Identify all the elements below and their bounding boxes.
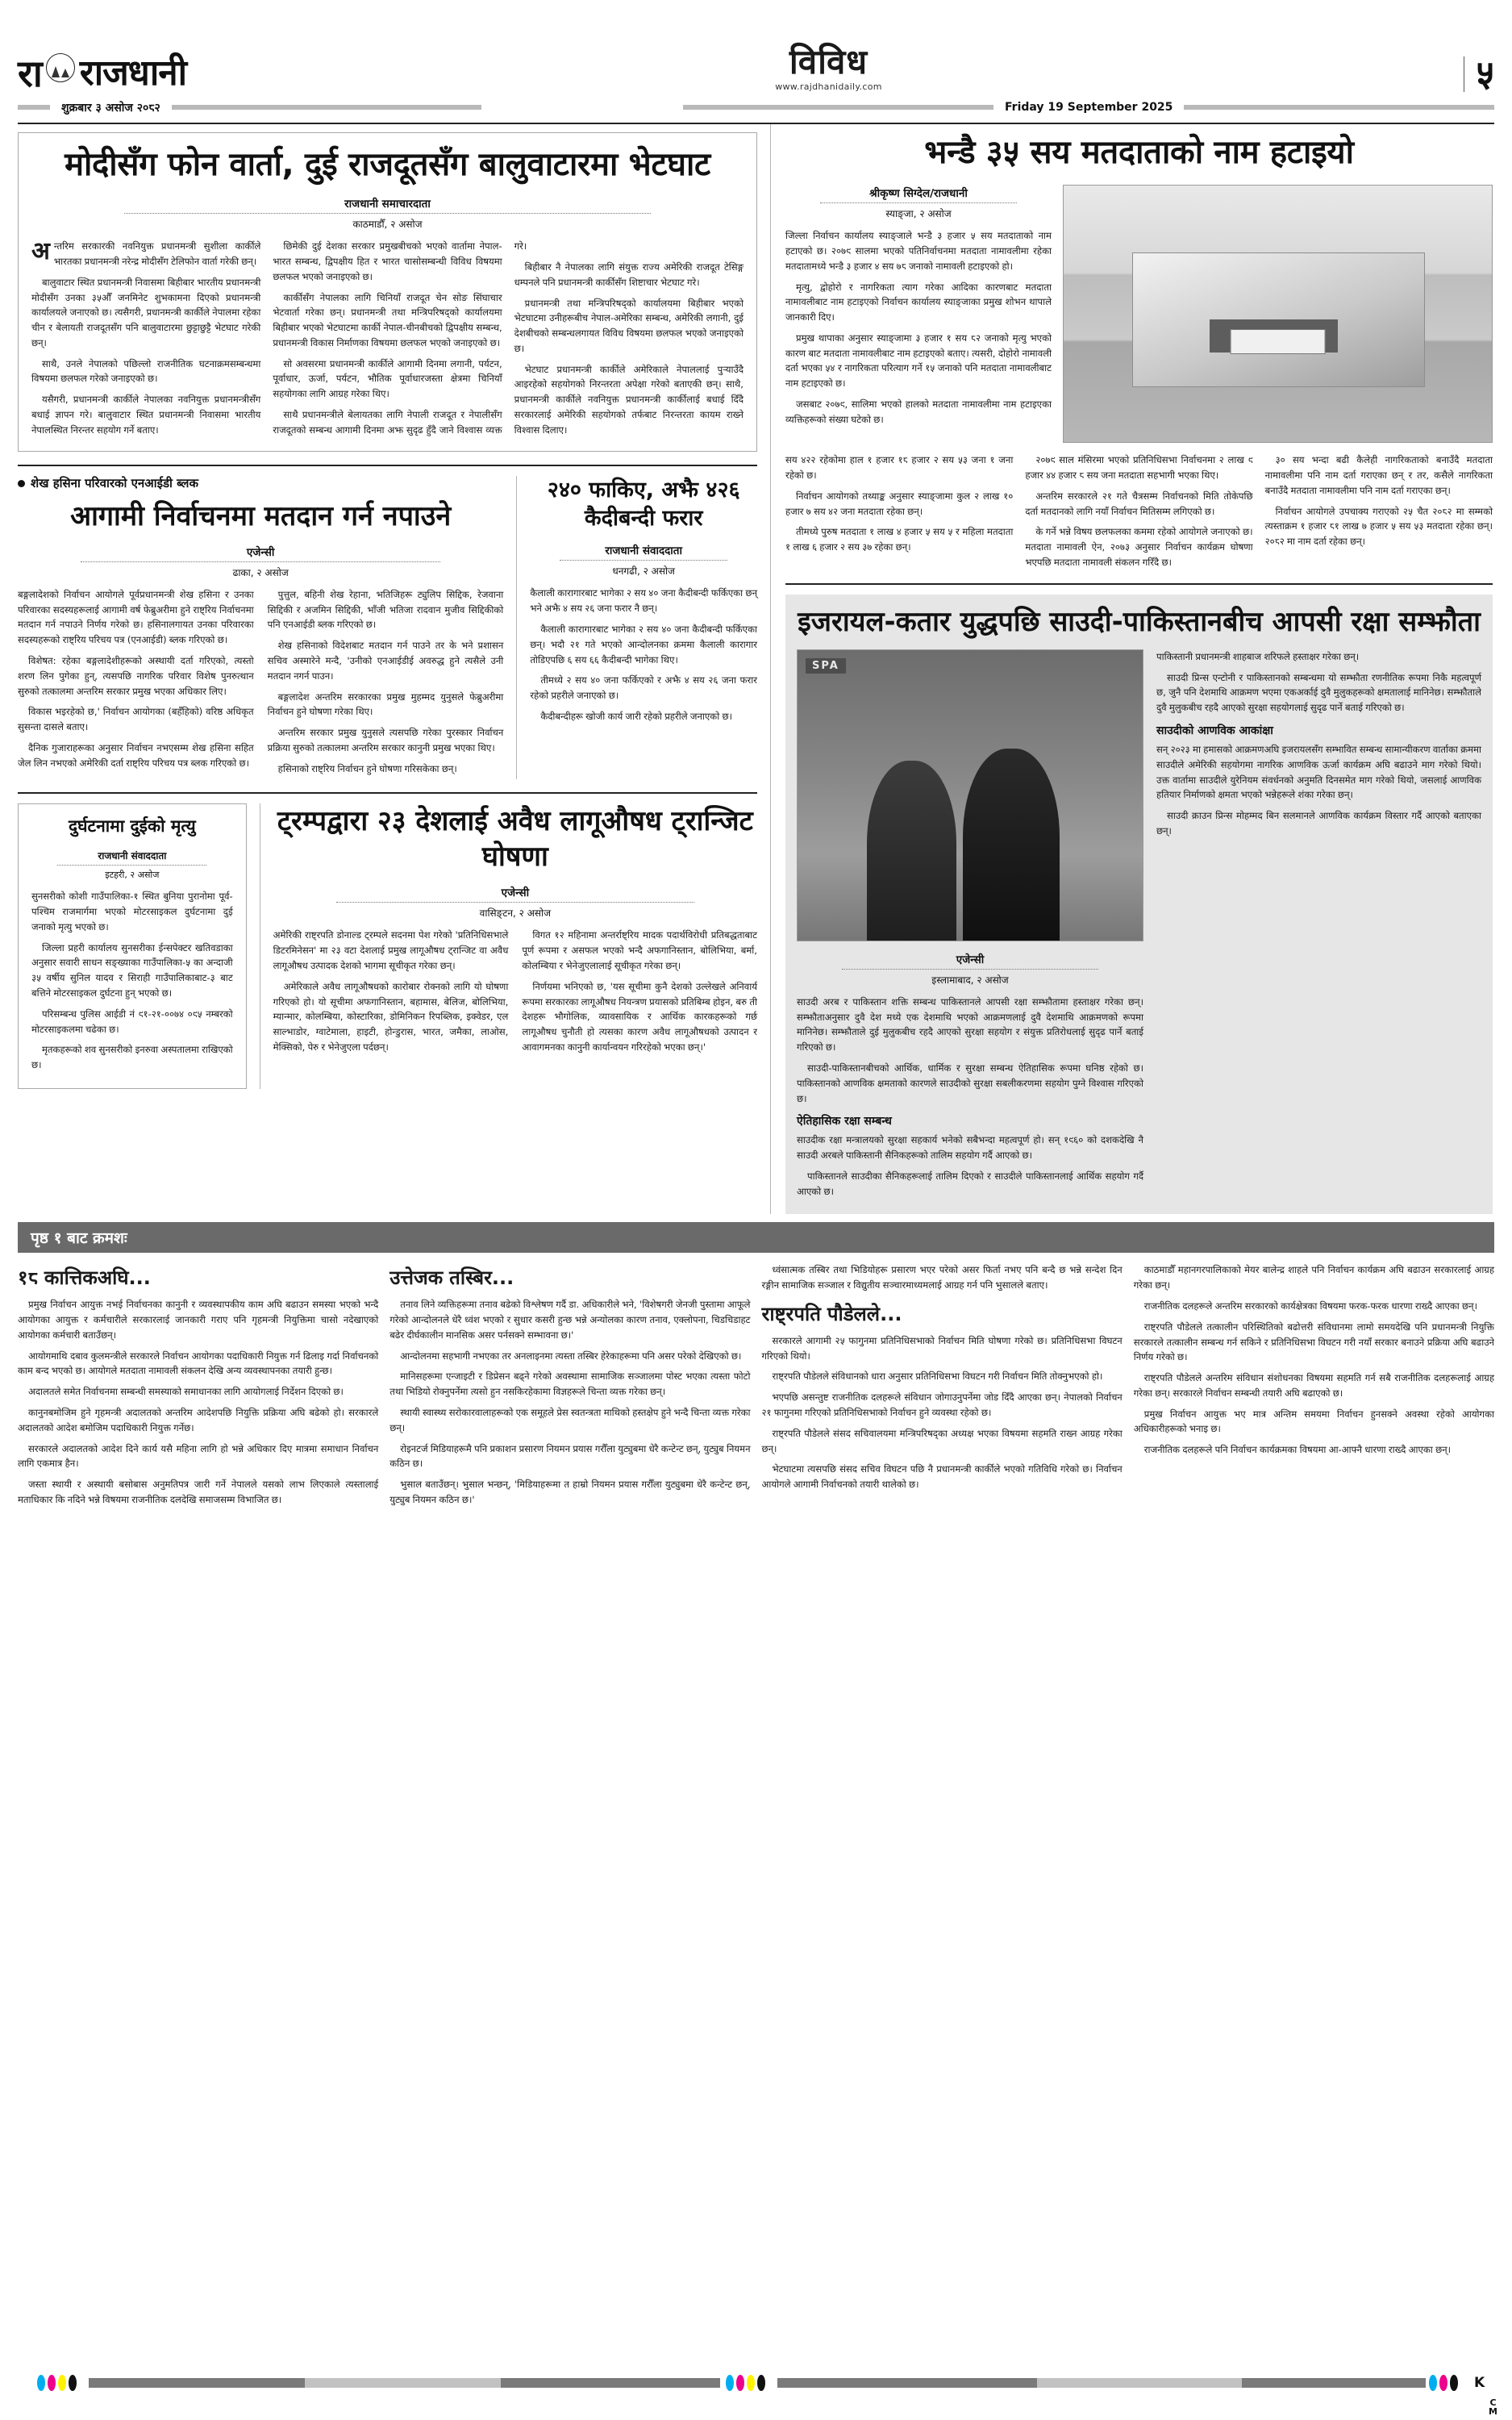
black-dot-icon xyxy=(69,2375,77,2391)
cmyk-letter-stack xyxy=(1489,2398,1497,2417)
paragraph: राष्ट्रपति पौडेलले अन्तरिम संविधान संशोधनका विषयमा सहमति गर्न सबै राजनीतिक दलहरूलाई आग्रह गरेका छन्। सरकारले निर्वाचन सम्बन्धी तयारी अघि बढाएको छ। xyxy=(1133,1372,1494,1399)
paragraph: तनाव लिने व्यक्तिहरूमा तनाव बढेको विश्लेषण गर्दै डा. अधिकारीले भने, 'विशेषगरी जेनजी पुस्तामा आफूले गरेको आन्दोलनले धेरै ध्वंश भएको र सुधार कसरी हुन्छ भन्ने अन्योलका कारण तनाव, एक्लोपना, चिडचिडाहट बढेर दीर्घकालीन मानसिक असर पर्नसक्ने सम्भावना छ।' xyxy=(389,1299,751,1341)
mountain-emblem-icon xyxy=(46,53,75,82)
paragraph: साथै प्रधानमन्त्रीले बेलायतका लागि नेपाली राजदूत र नेपालीसँग राजदूतको सम्बन्ध आगामी दिनमा अझ सुदृढ हुँदै जाने विश्वास व्यक्त गरे। xyxy=(273,240,527,436)
cyan-dot-icon xyxy=(37,2375,45,2391)
byline-rule xyxy=(81,561,440,562)
continued-heading-1[interactable]: १८ कात्तिकअघि... xyxy=(18,1266,151,1290)
magenta-dot-icon xyxy=(1439,2375,1447,2391)
body-trump xyxy=(273,928,757,1060)
magenta-dot-icon xyxy=(736,2375,744,2391)
paragraph: बङ्गलादेशको निर्वाचन आयोगले पूर्वप्रधानमन्त्री शेख हसिना र उनका परिवारका सदस्यहरूलाई आगामी वर्ष फेब्रुअरीमा हुने राष्ट्रिय निर्वाचनमा मतदान गर्न नपाउने निर्णय गरेको छ। हसिनालगायत उनका परिवारका सदस्यहरूको राष्ट्रिय परिचय पत्र (एनआईडी) ब्लक गरिएको छ। xyxy=(18,588,254,646)
paragraph: प्रमुख थापाका अनुसार स्याङ्जामा ३ हजार १ सय ८२ जनाको मृत्यु भएको कारण बाट मतदाता नामावलीबाट नाम हटाइएको बताए। त्यसरी, दोहोरो नामावली दर्ता भएका ५४ र नागरिकता परित्याग गर्ने १५ जनाको पनि मतदाता नामावलीबाट नाम हटाइएको छ। xyxy=(785,332,1052,390)
paragraph: राजनीतिक दलहरूले अन्तरिम सरकारको कार्यक्षेत्रका विषयमा फरक-फरक धारणा राख्दै आएका छन्। xyxy=(1143,1300,1478,1312)
paragraph: बालुवाटार स्थित प्रधानमन्त्री निवासमा बिहीबार भारतीय प्रधानमन्त्री मोदीसँग उनका ३५औँ जनमिनेट शुभकामना दिएको प्रधानमन्त्री कार्यालयले जनाएको छ। त्यसैगरी, प्रधानमन्त्री कार्कीले नेपालमा रहेका चीन र बेलायती राजदूतसँग पनि बालुवाटारमा छुट्टाछुट्टै भेटघाट गरेकी छन्। xyxy=(31,276,261,348)
body-prison xyxy=(530,586,757,724)
paragraph: अन्तरिम सरकारले २१ गते चैत्रसम्म निर्वाचनको मिति तोकेपछि दर्ता मतदानको लागि नयाँ निर्वाचन मितिसम्म लगिएको छ। xyxy=(1025,490,1253,517)
reg-strip-5 xyxy=(1037,2378,1242,2388)
paragraph: के गर्ने भन्ने विषय छलफलका कममा रहेको आयोगले जनाएको छ। मतदाता नामावली ऐन, २०७३ अनुसार निर्वाचन कार्यक्रम घोषणा भएपछि मतदाता नामावली संकलन गरिँदै छ। xyxy=(1025,526,1253,568)
reg-letter-k: K xyxy=(1474,2375,1485,2391)
headline-prison[interactable]: २४० फाकिए, अझै ४२६ कैदीबन्दी फरार xyxy=(547,478,740,532)
paragraph: साउदी-पाकिस्तानबीचको आर्थिक, धार्मिक र सुरक्षा सम्बन्ध ऐतिहासिक रूपमा घनिष्ठ रहेको छ। पाकिस्तानको आणविक क्षमताको कारणले साउदीको सुरक्षा सबलीकरणमा सहयोग पुग्ने विश्वास गरिएको छ। xyxy=(797,1062,1143,1104)
paragraph: आन्दोलनमा सहभागी नभएका तर अनलाइनमा त्यस्ता तस्बिर हेरेकाहरूमा पनि असर परेको देखिएको छ। xyxy=(400,1350,742,1362)
paragraph: भुसाल बताउँछन्। भुसाल भन्छन्, 'मिडियाहरूमा त हाम्रो नियमन प्रयास गरौँला युट्युबमा धेरै कन्टेन्ट छन्, युट्युब नियमन कठिन छ।' xyxy=(389,1479,751,1505)
office-signboard xyxy=(1230,329,1326,354)
paragraph: सरकारले आगामी २५ फागुनमा प्रतिनिधिसभाको निर्वाचन मिति घोषणा गरेको छ। प्रतिनिधिसभा विघटन गरिएको थियो। xyxy=(761,1334,1123,1362)
byline-rule xyxy=(842,969,1098,970)
paragraph: निर्णयमा भनिएको छ, 'यस सूचीमा कुनै देशको उल्लेखले अनिवार्य रूपमा सरकारका लागूऔषध नियन्त्रण प्रयासको प्रतिबिम्ब होइन, बरु ती देशहरू भौगोलिक, व्यावसायिक र आर्थिक कारकहरूको गर्छ लागूऔषध चुनौती हो त्यसका कारण अवैध लागूऔषधको उत्पादन र आवागमनका कानुनी कार्यान्वयन गरिरहेकाे भएका छन्।' xyxy=(522,980,757,1053)
reg-strip-6 xyxy=(1242,2378,1426,2388)
photo-election-office xyxy=(1063,185,1493,443)
paragraph: जिल्ला निर्वाचन कार्यालय स्याङ्जाले भन्डै ३ हजार ५ सय मतदाताको नाम हटाएको छ। २०७९ सालमा भएको पतिनिर्वाचनमा मतदाता नामावलीमा रहेका मतदातामध्ये भन्डै ३ हजार ४ सय ७८ जनाको नामावली हटाइएको हो। xyxy=(785,230,1052,272)
date-english: Friday 19 September 2025 xyxy=(1005,101,1173,114)
paragraph: तीमध्ये पुरुष मतदाता १ लाख ४ हजार ५ सय ५ र महिला मतदाता १ लाख ६ हजार २ सय ३७ रहेका छन्। xyxy=(785,526,1014,553)
paragraph: कैदीबन्दीहरू खोजी कार्य जारी रहेको प्रहरीले जनाएको छ। xyxy=(540,710,733,722)
publication-name: राजधानी xyxy=(79,52,187,94)
byline-trump xyxy=(273,884,757,920)
body-saudi-sub1 xyxy=(797,1133,1143,1199)
paragraph: विशेषत: रहेका बङ्गलादेशीहरूको अस्थायी दर्ता गरिएको, त्यस्तो शरण लिन पुगेका हुन्, त्यसपछि नागरिक परिवार विशेष पुनरुत्थान सुरुकाे तत्कालमा अन्तरिम सरकार प्रमुख भएका अधिकार लिए। xyxy=(18,655,254,697)
paragraph: रोइनटर्ज मिडियाहरूमै पनि प्रकाशन प्रसारण नियमन प्रयास गरौँला युट्युबमा धेरै कन्टेन्ट छन्, युट्युब नियमन कठिन छ। xyxy=(389,1442,751,1470)
story-modi-phone-call xyxy=(18,132,757,452)
byline-dateline: इस्लामाबाद, २ असोज xyxy=(931,974,1009,986)
paragraph: २०७९ साल मंसिरमा भएको प्रतिनिधिसभा निर्वाचनमा २ लाख ९ हजार ४४ हजार ८ सय जना मतदाता सहभागी भएका थिए। xyxy=(1025,454,1253,481)
reg-marks-right xyxy=(1429,2375,1458,2391)
story-accident xyxy=(18,803,260,1089)
story-saudi-pakistan-pact xyxy=(785,595,1493,1215)
yellow-dot-icon xyxy=(58,2375,66,2391)
byline-author: राजधानी संवाददाता xyxy=(98,850,167,862)
yellow-dot-icon xyxy=(747,2375,755,2391)
byline-rule xyxy=(560,560,727,561)
left-column xyxy=(18,124,771,1214)
paragraph: जस्ता स्थायी र अस्थायी बसोबास अनुमतिपत्र जारी गर्ने नेपालले यसको लाभ लिएकाले त्यस्तालाई मताधिकार कि नदिने भन्ने विषयमा राजनीतिक दलदेखि समाजसम्म विभाजित छ। xyxy=(18,1479,379,1505)
paragraph: प्रमुख निर्वाचन आयुक्त भए मात्र अन्तिम समयमा निर्वाचन हुनसक्ने अवस्था रहेको आयोगका अधिकारीहरूको भनाइ छ। xyxy=(1133,1408,1494,1435)
paragraph: पाकिस्तानले साउदीका सैनिकहरूलाई तालिम दिएको र साउदीले पाकिस्तानलाई आर्थिक सहयोग गर्दै आएको छ। xyxy=(797,1170,1143,1197)
headline-hasina[interactable]: आगामी निर्वाचनमा मतदान गर्न नपाउने xyxy=(70,499,452,532)
paragraph: जसबाट २०७९, सालिमा भएको हालको मतदाता नामावलीमा नाम हटाइएका व्यक्तिहरूको संख्या घटेको छ। xyxy=(785,398,1052,425)
byline-rule xyxy=(336,902,694,903)
paragraph: जिल्ला प्रहरी कार्यालय सुनसरीका ईन्सपेक्टर खतिवडाका अनुसार सवारी साधन सङ्ख्याका गाउँपालिका-५ का अन्दाजी ३५ वर्षीय सुनिल यादव र सिराही गाउँपालिकाबाट-३ बाट बत्तिने मोटरसाइकल दुर्घटना हुन् भएको छ। xyxy=(31,941,233,999)
story-hasina-nid xyxy=(18,476,517,779)
paragraph: निर्वाचन आयोगले उपचाक्य गराएको २५ चैत २०८२ मा सम्मको त्यस्ताक्रम १ हजार ८१ लाख ७ हजार ५ सय ५३ मतदाता रहेका छन्। २०८२ मा नाम दर्ता रहेका छन्। xyxy=(1264,505,1493,548)
byline-prison xyxy=(530,542,757,578)
paragraph: स्थायी स्वास्थ्य सरोकारवालाहरूको एक समूहले प्रेस स्वतन्त्रता माथिको हस्तक्षेप हुने भन्दै चिन्ता व्यक्त गरेका छन्। xyxy=(389,1407,751,1433)
byline-hasina xyxy=(18,544,503,579)
paragraph: ३० सय भन्दा बढी कैलेही नागरिकताको बनाउँदै मतदाता नामावलीमा पनि नाम दर्ता गराएका छन् र तर, कसैले नागरिकता बनाउँदै मतदाता नामावलीमा पनि नाम दर्ता गराएका छन्। xyxy=(1264,454,1493,496)
continued-body xyxy=(18,1262,1494,1507)
rule-right xyxy=(1184,105,1494,110)
continued-from-page-bar: पृष्ठ १ बाट क्रमशः xyxy=(18,1222,1494,1253)
print-registration-bar xyxy=(0,2375,1512,2393)
reg-strip-3 xyxy=(501,2378,720,2388)
section-divider-2 xyxy=(18,792,757,794)
paragraph: साउदी प्रिन्स एन्टोनी र पाकिस्तानको सम्बन्धमा यो सम्झौता रणनीतिक रूपमा निकै महत्वपूर्ण छ, जुनै पनि देशमाथि आक्रमण भएमा एकअर्काई दुवै मुलुकहरूको क्षमतालाई मानिनेछ। सम्झौताले दुवै मुलुकबीच रहदै आएको सुरक्षा सहयोगलाई सुदृढ पार्ने बताई गरिएको छ। xyxy=(1156,671,1481,714)
byline-accident xyxy=(31,847,233,881)
byline-dateline: स्याङ्जा, २ असोज xyxy=(885,208,952,220)
paragraph: कैलाली कारागारबाट भागेका २ सय ४० जना कैदीबन्दी फर्किएका छन्। भदौ २१ गते भएको आन्दोलनका क्रममा कैलाली कारागार तोडिएपछि ६ सय ६६ कैदीबन्दी भागेका थिए। xyxy=(530,623,757,666)
paragraph: राष्ट्रपति पौडेलले संसद सचिवालयमा मन्त्रिपरिषद्का अध्यक्ष भएका विषयमा सहमति राख्न आग्रह गरेका छन्। xyxy=(761,1427,1123,1454)
paragraph: राष्ट्रपति पौडेलले संविधानको धारा अनुसार प्रतिनिधिसभा विघटन गरी निर्वाचन मिति तोक्नुभएको हो। xyxy=(772,1371,1103,1383)
photo-leaders-handshake xyxy=(797,649,1143,941)
rule-mid2 xyxy=(683,105,993,110)
paragraph: भएपछि असन्तुष्ट राजनीतिक दलहरूले संविधान जोगाउनुपर्नेमा जोड दिँदै आएका छन्। नेपालको निर्वाचन २१ फागुनमा गरिएको प्रतिनिधिसभाको निर्वाचन हुने व्यवस्था रहेको छ। xyxy=(761,1392,1123,1418)
paragraph: साउदी क्राउन प्रिन्स मोहम्मद बिन सलमानले आणविक कार्यक्रम विस्तार गर्दै आएको बताएका छन्। xyxy=(1156,810,1481,837)
paragraph: परिसम्बन्ध पुलिस आईडी नं ९१-२१-००७४ ०९५ नम्बरको मोटरसाइकलमा चढेका छ। xyxy=(31,1008,233,1035)
page-number: ५ xyxy=(1464,56,1494,92)
reg-strip-1 xyxy=(89,2378,305,2388)
rule-left xyxy=(18,105,50,110)
date-band xyxy=(18,97,1494,118)
headline-saudi[interactable]: इजरायल-कतार युद्धपछि साउदी-पाकिस्तानबीच आपसी रक्षा सम्झौता xyxy=(798,605,1481,638)
headline-voters[interactable]: भन्डै ३५ सय मतदाताको नाम हटाइयो xyxy=(924,134,1354,171)
masthead xyxy=(18,0,1494,95)
body-voters-lead xyxy=(785,228,1052,427)
reg-marks-center xyxy=(726,2375,765,2391)
logo-mark-glyph: रा xyxy=(18,51,41,95)
paragraph: कार्कीसँग नेपालका लागि चिनियाँ राजदूत चेन सोङ सिंघाचार भेटवार्ता गरेका छन्। प्रधानमन्त्री तथा मन्त्रिपरिषद्को कार्यालयमा बिहीबार भएको भेटघाटमा कार्की नेपाल-चीनबीचको द्विपक्षीय सम्बन्ध, प्रधानमन्त्री विकास निर्माणका विषयमा छलफल भएको जनाइएको छ। xyxy=(273,291,502,348)
body-saudi-right xyxy=(1156,649,1481,716)
paragraph: प्रधानमन्त्री तथा मन्त्रिपरिषद्को कार्यालयमा बिहीबार भएको भेटघाटमा उनीहरूबीच नेपाल-अमेरिका सम्बन्ध, अमेरिकी लगानी, दुई देशबीचको सम्बन्धलगायत विविध विषयमा छलफल भएको जनाइएको छ। xyxy=(514,297,744,354)
paragraph: ध्वंसात्मक तस्बिर तथा भिडियोहरू प्रसारण भएर परेको असर फिर्ता नभए पनि बन्दै छ भन्ने सन्देश दिन रङ्गीन सामाजिक सञ्जाल र विद्युतीय सञ्चारमाध्यमलाई आग्रह गर्न पनि भुसालले बताए। xyxy=(761,1264,1123,1291)
paragraph: साथै, उनले नेपालको पछिल्लो राजनीतिक घटनाक्रमसम्बन्धमा विषयमा छलफल गरेको जनाइएको छ। xyxy=(31,357,261,385)
byline-dateline: काठमाडौँ, २ असोज xyxy=(352,219,423,231)
byline-author: श्रीकृष्ण सिग्देल/राजधानी xyxy=(869,187,968,201)
body-hasina xyxy=(18,587,503,779)
paragraph: विकास भइरहेको छ,' निर्वाचन आयोगका (बहँहिको) वरिष्ठ अधिकृत सुसन्ता दासले बताए। xyxy=(18,706,254,733)
body-saudi-left xyxy=(797,995,1143,1106)
spa-agency-badge: SPA xyxy=(806,658,846,674)
website-url[interactable]: www.rajdhanidaily.com xyxy=(775,81,882,92)
paragraph: साउदीक रक्षा मन्त्रालयको सुरक्षा सहकार्य भनेको सबैभन्दा महत्वपूर्ण हो। सन् १९६० को दशकदेखि नै साउदी अरबले पाकिस्तानी सैनिकहरूको तालिम सहयोग गर्दै आएको छ। xyxy=(797,1134,1143,1162)
story-voter-rolls xyxy=(785,132,1493,570)
headline-trump[interactable]: ट्रम्पद्वारा २३ देशलाई अवैध लागूऔषध ट्रान्जिट घोषणा xyxy=(277,805,753,874)
paragraph: मानिसहरूमा एन्जाइटी र डिप्रेसन बढ्ने गरेको अवस्थामा सामाजिक सञ्जालमा पोस्ट भएका त्यस्ता फोटो तथा भिडियो रोक्नुपर्नेमा त्यसो हुन नसकिरहेकामा विज्ञहरूले चिन्ता व्यक्त गरेका छन्। xyxy=(389,1371,751,1398)
byline-voters xyxy=(785,185,1052,220)
continued-heading-3[interactable]: राष्ट्रपति पौडेलले... xyxy=(761,1303,902,1325)
headline-modi[interactable]: मोदीसँग फोन वार्ता, दुई राजदूतसँग बालुवाटारमा भेटघाट xyxy=(65,146,710,183)
publication-logo[interactable] xyxy=(18,53,284,95)
paragraph: अन्तरिम सरकारकी नवनियुक्त प्रधानमन्त्री सुशीला कार्कीले भारतका प्रधानमन्त्री नरेन्द्र मोदीसँग टेलिफोन वार्ता गरेकी छन्। xyxy=(31,237,261,267)
rule-mid xyxy=(172,105,482,110)
paragraph: कैलाली कारागारबाट भागेका २ सय ४० जना कैदीबन्दी फर्किएका छन् भने अझै ४ सय २६ जना फरार नै छन्। xyxy=(530,587,757,615)
section-header xyxy=(284,42,1373,95)
body-voters-rest xyxy=(785,453,1493,570)
byline-rule xyxy=(820,202,1017,203)
accident-box xyxy=(18,803,247,1089)
continued-heading-2[interactable]: उत्तेजक तस्बिर... xyxy=(389,1266,514,1290)
paragraph: अमेरिकाले अवैध लागूऔषधको कारोबार रोक्नको लागि यो घोषणा गरिएको हो। यो सूचीमा अफगानिस्तान, बहामास, बेलिज, बोलिभिया, म्यान्मार, कोलम्बिया, कोस्टारिका, डोमिनिकन रिपब्लिक, इक्वेडर, एल साल्भाडोर, ग्वाटेमाला, हाइटी, होन्डुरास, भारत, जमैका, लाओस, मेक्सिको, पेरु र भेनेजुएला पर्दछन्। xyxy=(273,980,509,1053)
magenta-dot-icon xyxy=(48,2375,56,2391)
story-trump-drugs xyxy=(260,803,757,1089)
byline-dateline: वासिङ्टन, २ असोज xyxy=(479,908,551,920)
byline-author: एजेन्सी xyxy=(501,887,530,900)
reg-letter-m: M xyxy=(1489,2406,1497,2418)
byline-modi xyxy=(31,195,744,231)
paragraph: बिहीबार नै नेपालका लागि संयुक्त राज्य अमेरिकी राजदूत टेसिङ्ग धम्पनले पनि प्रधानमन्त्री कार्कीसँग शिष्टाचार भेटघाट गरे। xyxy=(514,261,744,288)
paragraph: बङ्गलादेश अन्तरिम सरकारका प्रमुख मुहम्मद युनुसले फेब्रुअरीमा निर्वाचन हुने घोषणा गरेका थिए। xyxy=(267,691,504,718)
paragraph: प्रमुख निर्वाचन आयुक्त नभई निर्वाचनका कानुनी र व्यवस्थापकीय काम अघि बढाउन समस्या भएको भन्दै आयोगका आयुक्त र कर्मचारीले सरकारलाई जानकारी गराए पनि गृहमन्त्री नियुक्तिमा चासो नदेखाएको आयोगका कर्मचारी बताउँछन्। xyxy=(18,1299,379,1341)
section-divider-3 xyxy=(785,583,1493,585)
black-dot-icon xyxy=(757,2375,765,2391)
paragraph: छिमेकी दुई देशका सरकार प्रमुखबीचको भएको वार्तामा नेपाल-भारत सम्बन्ध, द्विपक्षीय हित र भारत चासोसम्बन्धी विविध विषयमा छलफल भएको जनाइएको छ। xyxy=(273,240,502,282)
cyan-dot-icon xyxy=(1429,2375,1437,2391)
paragraph: तीमध्ये २ सय ४० जना फर्किएको र अझै ४ सय २६ जना फरार रहेको प्रहरीले जनाएको छ। xyxy=(530,674,757,702)
kicker-hasina xyxy=(18,476,503,492)
byline-dateline: इटहरी, २ असोज xyxy=(105,870,160,881)
paragraph: सो अवसरमा प्रधानमन्त्री कार्कीले आगामी दिनमा लगानी, पर्यटन, पूर्वाधार, ऊर्जा, पर्यटन, भौतिक पूर्वाधारजस्ता क्षेत्रमा चिनियाँ सहयोगका लागि आग्रह गरेका थिए। xyxy=(273,357,502,400)
date-nepali: शुक्रबार ३ असोज २०८२ xyxy=(61,101,160,115)
kicker-text: शेख हसिना परिवारको एनआईडी ब्लक xyxy=(31,476,198,491)
body-saudi-sub2 xyxy=(1156,742,1481,839)
headline-accident[interactable]: दुर्घटनामा दुईको मृत्यु xyxy=(68,816,196,837)
reg-letter-c: C xyxy=(1489,2397,1497,2408)
main-columns xyxy=(18,124,1494,1214)
cyan-dot-icon xyxy=(726,2375,734,2391)
reg-marks-left xyxy=(37,2375,77,2391)
subhead-defense-relations: ऐतिहासिक रक्षा सम्बन्ध xyxy=(797,1115,892,1129)
section-title: विविध xyxy=(789,42,868,81)
paragraph: अदालतले समेत निर्वाचनमा सम्बन्धी समस्याको समाधानका लागि आयोगलाई निर्देशन दिएको छ। xyxy=(28,1386,344,1398)
byline-dateline: ढाका, २ असोज xyxy=(232,566,289,578)
byline-author: राजधानी समाचारदाता xyxy=(344,198,431,211)
paragraph: भेटघाट प्रधानमन्त्री कार्कीले अमेरिकाले नेपाललाई पुर्‍याउँदै आइरहेको सहयोगको निरन्तरता अपेक्षा गरेको बताएकी छन्। साथै, प्रधानमन्त्री कार्कीले नवनियुक्त प्रधानमन्त्री कार्कीलाई बधाई दिँदै सरकारलाई अमेरिकी सहयोगको तर्फबाट निरन्तरता कायम राख्ने विश्वास दिलाए। xyxy=(514,363,744,436)
byline-author: एजेन्सी xyxy=(246,545,275,559)
paragraph: सरकारले अदालतको आदेश दिने कार्य यसै महिना लागि हो भन्ने अधिकार दिए मात्रमा समाधान निर्वाचन लागि एकमात्र हैन। xyxy=(18,1442,379,1470)
paragraph: सन् २०२३ मा हमासको आक्रमणअघि इजरायलसँग सम्भावित सम्बन्ध सामान्यीकरण वार्ताका क्रममा साउदीले अमेरिकी सहयोगमा नागरिक आणविक ऊर्जा कार्यक्रम अघि बढाउने माग गरेको थियो। उक्त वार्तामा साउदीले युरेनियम संवर्धनको अनुमति दिनसमेत माग गरेको थियो, जसलाई आणविक हतियार निर्माणको क्षमता भएको भन्नेहरूले शंका गरेका छन्। xyxy=(1156,743,1481,801)
byline-author: राजधानी संवाददाता xyxy=(605,544,682,558)
paragraph: सय ४२२ रहेकोमा हाल १ हजार १८ हजार २ सय ५३ जना १ जना रहेको छ। xyxy=(785,454,1014,481)
byline-rule xyxy=(124,213,651,214)
paragraph: मृत्यु, द्वोहोरो र नागरिकता त्याग गरेका आदिका कारणबाट मतदाता नामावलीबाट नाम हटाइएको निर्वाचन कार्यालय स्याङ्जाका प्रमुख शोभन थापाले जानकारी दिए। xyxy=(785,281,1052,323)
body-accident xyxy=(31,889,233,1073)
paragraph: सुनसरीको कोशी गाउँपालिका-१ स्थित बुनिया पुरानोमा पूर्व-पश्चिम राजमार्गमा भएको मोटरसाइकल दुर्घटनामा दुई जनाको मृत्यु भएको छ। xyxy=(31,891,233,933)
paragraph: यसैगरी, प्रधानमन्त्री कार्कीले नेपालका नवनियुक्त प्रधानमन्त्रीसँग बधाई ज्ञापन गरे। बालुवाटार स्थित प्रधानमन्त्री निवासमा भारतीय नेपालस्थित निरन्तर सहयोग गर्ने बताए। xyxy=(31,394,261,436)
paragraph: मृतकहरूको शव सुनसरीको इनरुवा अस्पतालमा राखिएको छ। xyxy=(31,1044,233,1071)
paragraph: निर्वाचन आयोगको तथ्याङ्क अनुसार स्याङ्जामा कुल २ लाख १० हजार ७ सय ४२ जना मतदाता रहेका छन्। xyxy=(785,490,1014,517)
paragraph: पाकिस्तानी प्रधानमन्त्री शाहबाज शरिफले हस्ताक्षर गरेका छन्। xyxy=(1156,650,1360,662)
paragraph: अमेरिकी राष्ट्रपति डोनाल्ड ट्रम्पले सदनमा पेश गरेको 'प्रतिनिधिसभाले डिटरमिनेसन' मा २३ वटा देशलाई प्रमुख लागूऔषध ट्रान्जिट वा अवैध लागूऔषध उत्पादक देशको भागमा सूचीकृत गरेका छन्। xyxy=(273,929,509,971)
paragraph: साउदी अरब र पाकिस्तान शक्ति सम्बन्ध पाकिस्तानले आपसी रक्षा सम्झौतामा हस्ताक्षर गरेका छन्। सम्झौताअनुसार दुवै देश मध्ये एक देशमाथि भएको आक्रमणलाई दुवै देशमाथि आक्रमणको रूपमा मानिनेछ। सम्झौताले दुई मुलुकबीच रहदै आएको सुरक्षा सहयोग र संयुक्त प्रतिरोधलाई सुदृढ पार्ने बताई गरिएको छ। xyxy=(797,995,1143,1054)
paragraph: अन्तरिम सरकार प्रमुख युनुसले त्यसपछि गरेका पुरस्कार निर्वाचन प्रक्रिया सुरुको तत्कालमा अन्तरिम सरकार कानुनी प्रमुख भएका थिए। xyxy=(267,727,504,753)
reg-strip-4 xyxy=(777,2378,1037,2388)
subhead-nuclear-ambition: साउदीको आणविक आकांक्षा xyxy=(1156,724,1273,737)
story-prison-escape xyxy=(517,476,757,779)
paragraph: पुत्तुल, बहिनी शेख रेहाना, भतिजिहरू ट्युलिप सिद्दिक, रेजवाना सिद्दिकी र अजमिन सिद्दिकी, भाँजी भतिजा रादवान मुजीव सिद्दिकीको पनि एनआईडी ब्लक गरिएको छ। xyxy=(267,588,504,631)
section-divider-1 xyxy=(18,465,757,466)
paragraph: शेख हसिनाको विदेशबाट मतदान गर्न पाउने तर के भने प्रशासन सचिव अस्मारेने मन्दै, 'उनीको एनआईडीई अवरुद्ध हुने त्यसैले उनी मतदान नगर्न पाउन। xyxy=(267,640,504,682)
black-dot-icon xyxy=(1450,2375,1458,2391)
paragraph: राष्ट्रपति पौडेलले तत्कालीन परिस्थितिको बढोत्तरी संविधानमा लामो समयदेखि पनि प्रधानमन्त्री नियुक्ति सरकारले तत्कालीन सम्बन्ध गर्न सकिने र प्रतिनिधिसभा विघटन गरी नयाँ सरकार बनाउने प्रक्रिया अघि बढाउने निर्णय गरेको छ। xyxy=(1133,1321,1494,1363)
body-modi xyxy=(31,239,744,441)
paragraph: भेटघाटमा त्यसपछि संसद सचिव विघटन पछि नै प्रधानमन्त्री कार्कीले भएको गतिविधि गरेको छ। निर्वाचन आयोगले आगामी निर्वाचनको तयारी थालेको छ। xyxy=(761,1463,1123,1491)
reg-strip-2 xyxy=(305,2378,501,2388)
bullet-icon xyxy=(18,480,25,487)
paragraph: दैनिक गुजाराहरूका अनुसार निर्वाचन नभएसम्म शेख हसिना सहित जेल लिन नभएको अमेरिकी दर्ता राष्ट्रिय परिचय पत्र ब्लक गरिएको छ। xyxy=(18,741,254,769)
byline-dateline: धनगढी, २ असोज xyxy=(612,565,675,578)
paragraph: विगत १२ महिनामा अन्तर्राष्ट्रिय मादक पदार्थविरोधी प्रतिबद्धताबाट पूर्ण रूपमा र असफल भएकाे भन्दै अफगानिस्तान, बोलिभिया, बर्मा, कोलम्बिया र भेनेजुएलालाई सूचीकृत गरेका छन्। xyxy=(522,929,757,971)
byline-saudi xyxy=(797,951,1143,987)
paragraph: कानुनबमोजिम हुने गृहमन्त्री अदालतको अन्तरिम आदेशपछि नियुक्ति प्रक्रिया अघि बढेको हो। सरकारले अदालतको आदेश बमोजिम पदाधिकारी नियुक्त गर्नेछ। xyxy=(18,1407,379,1433)
right-column xyxy=(771,124,1493,1214)
byline-rule xyxy=(57,865,206,866)
paragraph: काठमाडौँ महानगरपालिकाको मेयर बालेन्द्र शाहले पनि निर्वाचन कार्यक्रम अघि बढाउन सरकारलाई आग्रह गरेका छन्। xyxy=(1133,1264,1494,1291)
page-number-wrap xyxy=(1373,53,1494,95)
paragraph: राजनीतिक दलहरूले पनि निर्वाचन कार्यक्रमका विषयमा आ-आफ्नै धारणा राख्दै आएका छन्। xyxy=(1143,1444,1452,1456)
byline-author: एजेन्सी xyxy=(956,953,985,966)
paragraph: हसिनाको राष्ट्रिय निर्वाचन हुने घोषणा गरिसकेका छन्। xyxy=(277,762,457,774)
paragraph: आयोगमाथि दबाव कुलमन्त्रीले सरकारले निर्वाचन आयोगका पदाधिकारी नियुक्त गर्न ढिलाइ गर्दा निर्वाचनको काम बन्द भएको छ। आयोगले मतदाता नामावली संकलन देखि अन्य व्यवस्थापनका तयारी हुन्छ। xyxy=(18,1350,379,1377)
